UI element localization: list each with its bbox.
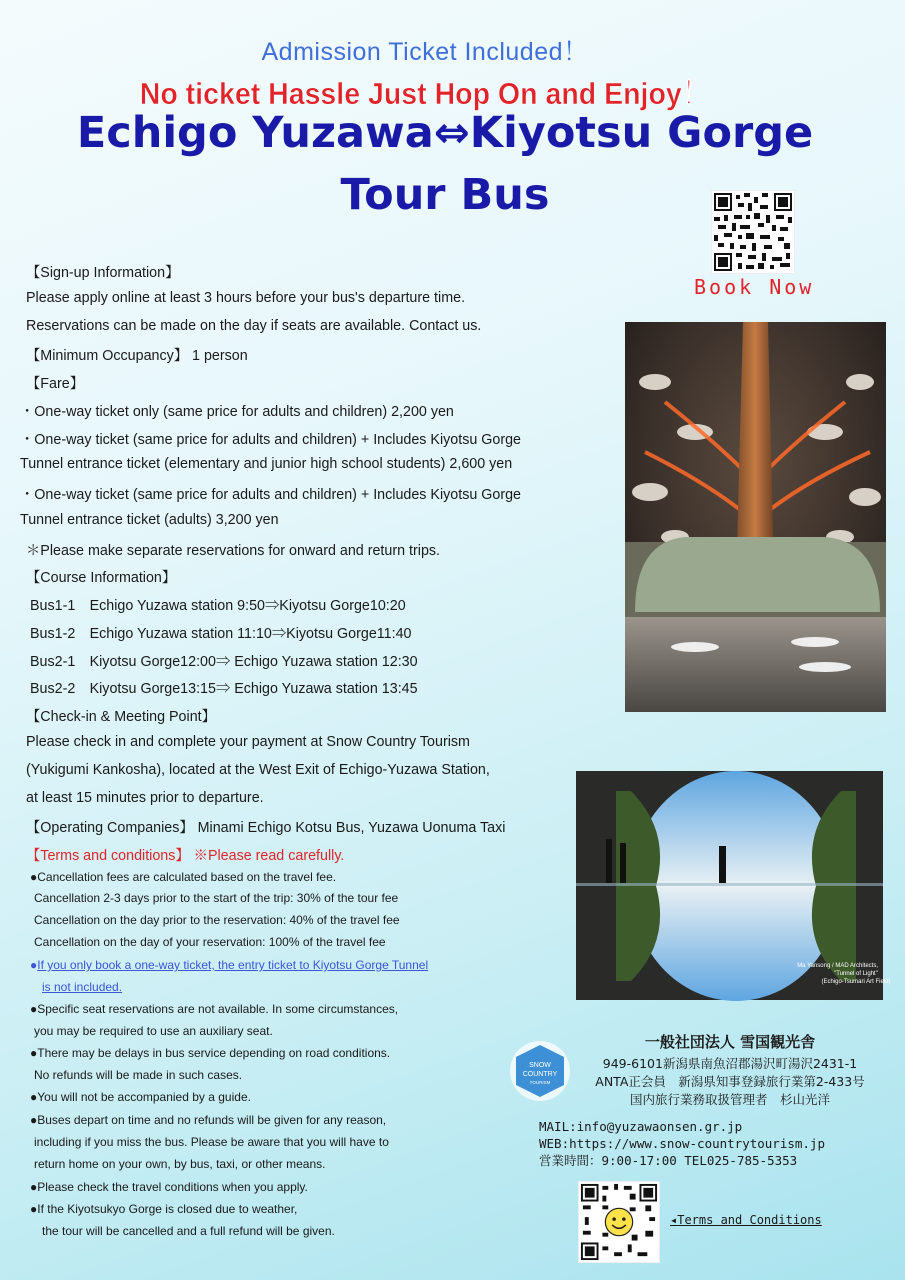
photo-credit-1: Ma Yansong / MAD Architects, [797,963,878,969]
qr-icon [579,1182,659,1262]
terms-heading: 【Terms and conditions】 ※Please read carefully. [26,848,345,864]
logo-text-1: SNOW [529,1062,551,1069]
qr-icon [712,191,794,273]
fare-item-3b: Tunnel entrance ticket (adults) 3,200 yen [20,512,279,528]
term-2-link-a[interactable]: If you only book a one-way ticket, the entry ticket to Kiyotsu Gorge Tunnel [37,958,429,972]
page-title: Echigo Yuzawa⇔Kiyotsu Gorge [76,108,814,158]
contact-web[interactable]: WEB:https://www.snow-countrytourism.jp [539,1136,825,1151]
signup-text-1: Please apply online at least 3 hours before your bus's departure time. [26,290,466,306]
term-1b: Cancellation on the day prior to the reservation: 40% of the travel fee [34,913,400,927]
term-8a: ●If the Kiyotsukyo Gorge is closed due to weather, [30,1202,298,1216]
tunnel-of-light-photo [576,771,891,1000]
org-registration: ANTA正会員 新潟県知事登録旅行業第2-433号 [595,1074,865,1089]
term-7: ●Please check the travel conditions when you apply. [30,1180,308,1194]
checkin-text-3: at least 15 minutes prior to departure. [26,790,264,806]
term-6c: return home on your own, by bus, taxi, or other means. [34,1157,326,1171]
min-occupancy: 【Minimum Occupancy】 1 person [26,348,248,364]
photo-credit-2: "Tunnel of Light" [834,971,878,977]
fare-item-2b: Tunnel entrance ticket (elementary and junior high school students) 2,600 yen [20,456,513,472]
bus-2-1: Bus2-1 Kiyotsu Gorge12:00⇒ Echigo Yuzawa station 12:30 [30,654,418,670]
contact-mail[interactable]: MAIL:info@yuzawaonsen.gr.jp [539,1119,743,1134]
signup-heading: 【Sign-up Information】 [26,265,180,281]
fare-item-2a: ・One-way ticket (same price for adults and children) + Includes Kiyotsu Gorge [20,432,522,448]
checkin-heading: 【Check-in & Meeting Point】 [26,709,216,725]
fare-item-3a: ・One-way ticket (same price for adults and children) + Includes Kiyotsu Gorge [20,487,522,503]
term-2[interactable] [30,958,428,972]
logo-text-2: COUNTRY [522,1071,558,1078]
fare-heading: 【Fare】 [26,376,84,392]
course-heading: 【Course Information】 [26,570,177,586]
org-name: 一般社団法人 雪国観光舎 [644,1033,816,1051]
checkin-text-1: Please check in and complete your payment at Snow Country Tourism [26,734,470,750]
snow-country-logo [508,1039,572,1103]
header-admission: Admission Ticket Included！ [261,38,589,66]
operating-companies: 【Operating Companies】 Minami Echigo Kotsu Bus, Yuzawa Uonuma Taxi [26,820,506,836]
bus-1-1: Bus1-1 Echigo Yuzawa station 9:50⇒Kiyotsu Gorge10:20 [30,598,406,614]
fare-item-1: ・One-way ticket only (same price for adults and children) 2,200 yen [20,404,454,420]
header-tagline: No ticket Hassle Just Hop On and Enjoy！ [139,76,711,111]
qr-code-terms[interactable] [578,1181,660,1263]
term-5: ●You will not be accompanied by a guide. [30,1090,251,1104]
book-now-link[interactable]: Book Now [694,275,815,299]
contact-info [539,1118,825,1169]
term-1c: Cancellation on the day of your reservation: 100% of the travel fee [34,935,386,949]
checkin-text-2: (Yukigumi Kankosha), located at the West Exit of Echigo-Yuzawa Station, [26,762,490,778]
term-6a: ●Buses depart on time and no refunds will be given for any reason, [30,1113,387,1127]
terms-and-conditions-link[interactable] [670,1213,822,1227]
photo-credit-3: (Echigo-Tsumari Art Field) [821,979,891,985]
term-8b: the tour will be cancelled and a full refund will be given. [42,1224,335,1238]
term-4a: ●There may be delays in bus service depending on road conditions. [30,1046,391,1060]
org-address: 949-6101新潟県南魚沼郡湯沢町湯沢2431-1 [602,1056,858,1071]
term-4b: No refunds will be made in such cases. [34,1068,243,1082]
organization-info [580,1033,880,1109]
org-manager: 国内旅行業務取扱管理者 杉山光洋 [629,1092,830,1107]
page-subtitle: Tour Bus [340,170,550,220]
bus-1-2: Bus1-2 Echigo Yuzawa station 11:10⇒Kiyotsu Gorge11:40 [30,626,412,642]
bullet-icon: ● [30,958,38,972]
terms-link-label[interactable]: Terms and Conditions [677,1213,822,1227]
term-3a: ●Specific seat reservations are not available. In some circumstances, [30,1002,399,1016]
pointer-icon: ◂ [670,1213,678,1227]
term-1a: Cancellation 2-3 days prior to the start of the trip: 30% of the tour fee [34,891,399,905]
tunnel-interior-photo [625,322,886,712]
term-1: ●Cancellation fees are calculated based on the travel fee. [30,870,337,884]
term-6b: including if you miss the bus. Please be aware that you will have to [34,1135,389,1149]
term-3b: you may be required to use an auxiliary seat. [34,1024,273,1038]
fare-note: ＊Please make separate reservations for onward and return trips. [26,543,441,559]
qr-code-booking[interactable] [711,190,795,274]
signup-text-2: Reservations can be made on the day if seats are available. Contact us. [26,318,482,334]
bus-2-2: Bus2-2 Kiyotsu Gorge13:15⇒ Echigo Yuzawa station 13:45 [30,681,418,697]
logo-text-3: TOURISM [529,1080,551,1085]
term-2-link-b[interactable]: is not included. [42,980,123,994]
contact-hours: 営業時間：9:00-17:00 TEL025-785-5353 [539,1153,798,1168]
